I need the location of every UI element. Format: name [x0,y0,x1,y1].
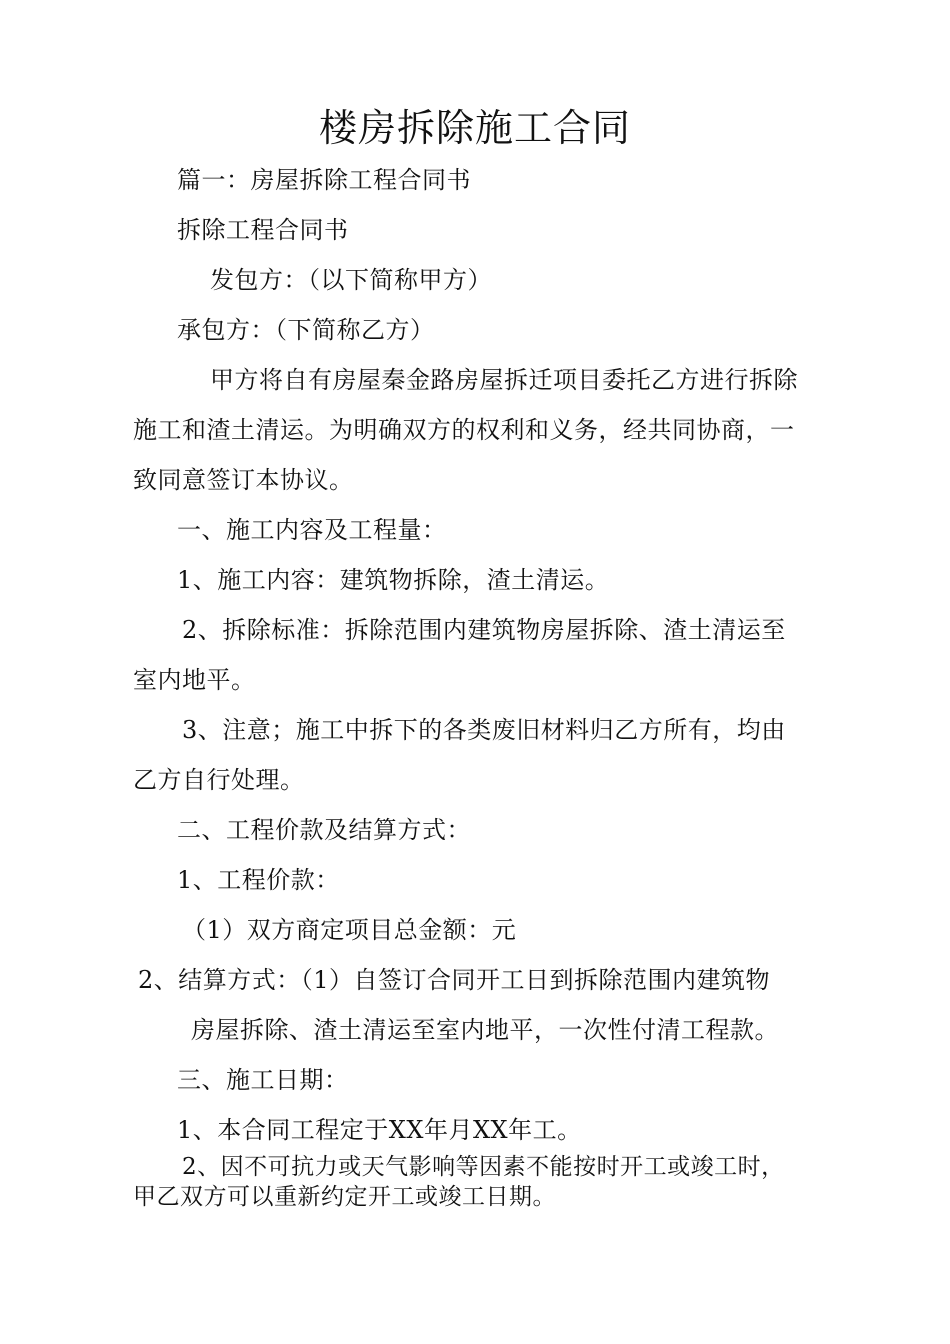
clause-line: 室内地平。 [133,666,256,694]
clause-line: 2、因不可抗力或天气影响等因素不能按时开工或竣工时， [182,1154,785,1180]
section-heading: 三、施工日期： [177,1066,349,1094]
section-heading: 篇一：房屋拆除工程合同书 [177,166,471,194]
clause-line: 1、施工内容：建筑物拆除，渣土清运。 [177,566,610,594]
clause-line: 甲乙双方可以重新约定开工或竣工日期。 [133,1184,556,1210]
paragraph-line: 施工和渣土清运。为明确双方的权利和义务，经共同协商，一 [133,416,795,444]
paragraph-line: 甲方将自有房屋秦金路房屋拆迁项目委托乙方进行拆除 [210,366,798,394]
clause-line: 3、注意；施工中拆下的各类废旧材料归乙方所有，均由 [182,716,786,744]
subtitle-line: 拆除工程合同书 [177,216,349,244]
clause-line: 1、工程价款： [177,866,340,894]
section-heading: 二、工程价款及结算方式： [177,816,471,844]
clause-line: 2、结算方式：（1）自签订合同开工日到拆除范围内建筑物 [138,966,771,994]
clause-line: （1）双方商定项目总金额：元 [182,916,517,944]
document-title: 楼房拆除施工合同 [318,106,631,150]
clause-line: 1、本合同工程定于XX年月XX年工。 [177,1116,582,1144]
party-b-line: 承包方：（下简称乙方） [177,316,435,344]
clause-line: 2、拆除标准：拆除范围内建筑物房屋拆除、渣土清运至 [182,616,786,644]
paragraph-line: 致同意签订本协议。 [133,466,354,494]
clause-line: 房屋拆除、渣土清运至室内地平，一次性付清工程款。 [191,1016,779,1044]
clause-line: 乙方自行处理。 [133,766,305,794]
party-a-line: 发包方：（以下简称甲方） [210,266,492,294]
section-heading: 一、施工内容及工程量： [177,516,447,544]
